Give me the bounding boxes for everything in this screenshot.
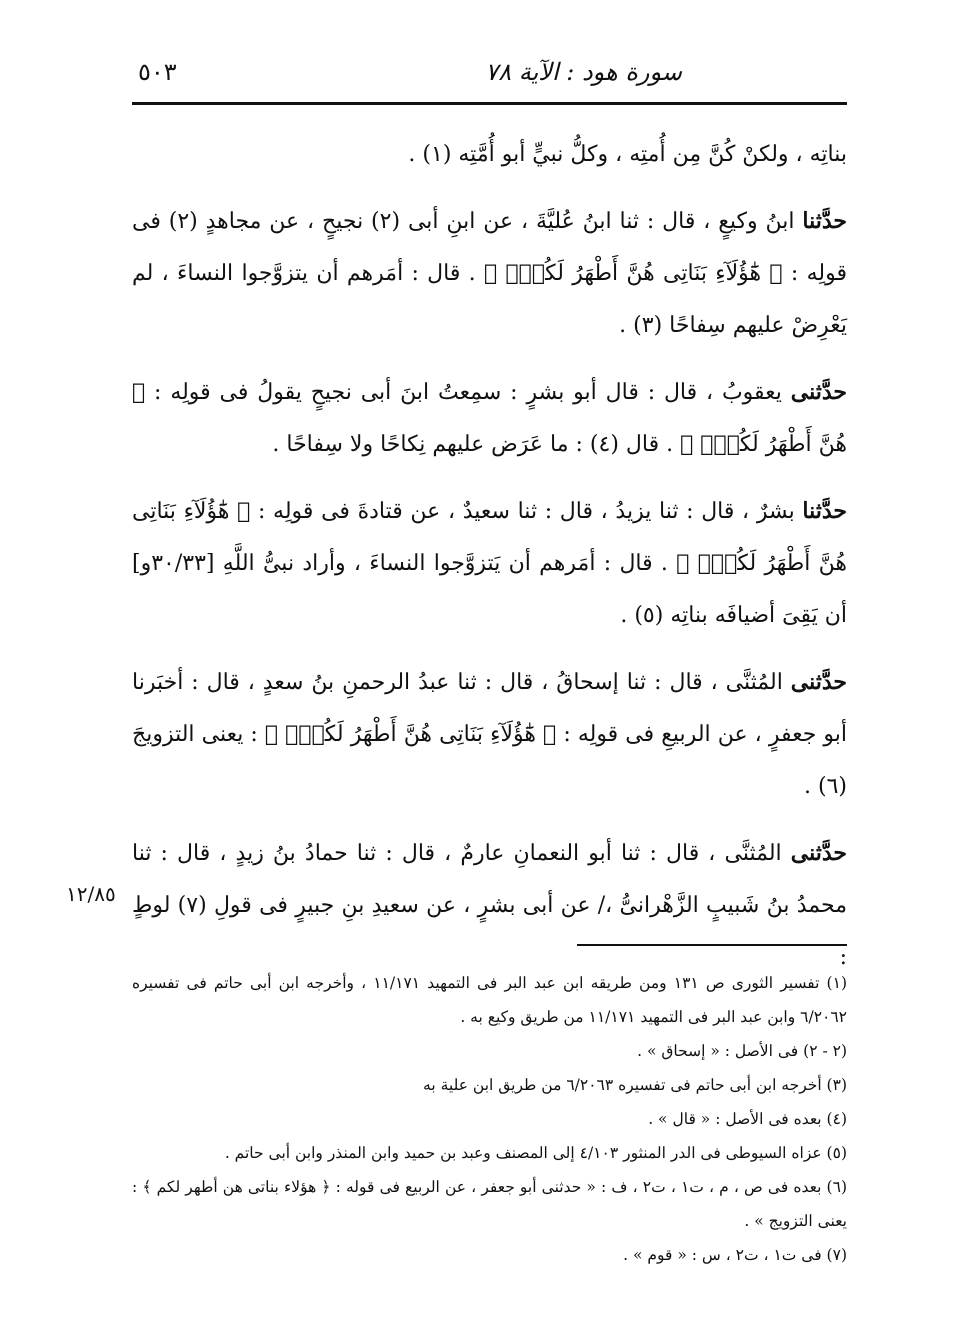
paragraph-lead: حدَّثنى [790,379,847,405]
paragraph [132,195,847,352]
paragraph-lead: حدَّثنا [802,208,847,234]
paragraph [132,485,847,642]
footnote: (١) تفسير الثورى ص ١٣١ ومن طريقه ابن عبد البر فى التمهيد ١١/١٧١ ، وأخرجه ابن أبى حاتم فى تفسيره ٦/٢٠٦٢ وابن عبد البر فى التمهيد ١١/١٧١ من طريق وكيع به . [132,974,847,1026]
running-title: سورة هود : الآية ٧٨ [485,58,682,86]
paragraph [132,366,847,471]
paragraph-lead: حدَّثنى [790,669,847,695]
footnotes [132,966,847,1272]
paragraph-text: بشرٌ ، قال : ثنا يزيدُ ، قال : ثنا سعيدٌ ، عن قتادةَ فى قولِه : ﴿ هَٰٓؤُلَآءِ بَنَاتِى هُنَّ أَطْهَرُ لَكُمْۖ ﴾ . قال : أمَرهم أن يَتزوَّجوا النساءَ ، وأراد نبىُّ اللَّهِ [٣٠/٣٣و] أن يَقِىَ أضيافَه بناتِه (٥) . [132,499,847,628]
paragraph [132,827,847,984]
footnote: (٤) بعده فى الأصل : « قال » . [648,1110,847,1128]
header-rule [132,102,847,105]
page-number: ٥٠٣ [138,58,177,86]
paragraph [132,656,847,813]
footnote: (٣) أخرجه ابن أبى حاتم فى تفسيره ٦/٢٠٦٣ من طريق ابن علية به [423,1076,847,1094]
page-header [132,52,847,100]
footnote: (٥) عزاه السيوطى فى الدر المنثور ٤/١٠٣ إلى المصنف وعبد بن حميد وابن المنذر وابن أبى حاتم . [224,1144,847,1162]
footnote: (٦) بعده فى ص ، م ، ت١ ، ت٢ ، ف : « حدثنى أبو جعفر ، عن الربيع فى قوله : ﴿ هؤلاء بناتى هن أطهر لكم ﴾ : يعنى التزويج » . [132,1178,847,1230]
footnote-rule [577,944,847,946]
footnote: (٢ - ٢) فى الأصل : « إسحاق » . [637,1042,847,1060]
paragraph-text: المُثنَّى ، قال : ثنا أبو النعمانِ عارمٌ ، قال : ثنا حمادُ بنُ زيدٍ ، قال : ثنا محمدُ بنُ شَبيبٍ الزَّهْرانىُّ ،/ عن أبى بشرٍ ، عن سعيدِ بنِ جبيرٍ فى قولِ (٧) لوطٍ : [132,841,847,970]
paragraph-text: المُثنَّى ، قال : ثنا إسحاقُ ، قال : ثنا عبدُ الرحمنِ بنُ سعدٍ ، قال : أخبَرنا أبو جعفرٍ ، عن الربيعِ فى قولِه : ﴿ هَٰٓؤُلَآءِ بَنَاتِى هُنَّ أَطْهَرُ لَكُمْۖ ﴾ : يعنى التزويجَ (٦) . [132,670,847,799]
paragraph [132,128,847,181]
margin-reference: ١٢/٨٥ [66,882,116,906]
main-text [132,128,847,998]
footnote: (٧) فى ت١ ، ت٢ ، س : « قوم » . [623,1246,847,1264]
paragraph-lead: حدَّثنا [802,498,847,524]
paragraph-text: ابنُ وكيعٍ ، قال : ثنا ابنُ عُليَّةَ ، عن ابنِ أبى (٢) نجيحٍ ، عن مجاهدٍ (٢) فى قولِه : ﴿ هَٰٓؤُلَآءِ بَنَاتِى هُنَّ أَطْهَرُ لَكُمْۖ ﴾ . قال : أمَرهم أن يتزوَّجوا النساءَ ، لم يَعْرِضْ عليهم سِفاحًا (٣) . [132,209,847,338]
paragraph-text: يعقوبُ ، قال : قال أبو بشرٍ : سمِعتُ ابنَ أبى نجيحٍ يقولُ فى قولِه : ﴿ هُنَّ أَطْهَرُ لَكُمْۖ ﴾ . قال (٤) : ما عَرَض عليهم نِكاحًا ولا سِفاحًا . [132,380,847,457]
paragraph-text: بناتِه ، ولكنْ كُنَّ مِن أُمتِه ، وكلُّ نبيٍّ أبو أُمَّتِه (١) . [408,142,847,167]
paragraph-lead: حدَّثنى [790,840,847,866]
